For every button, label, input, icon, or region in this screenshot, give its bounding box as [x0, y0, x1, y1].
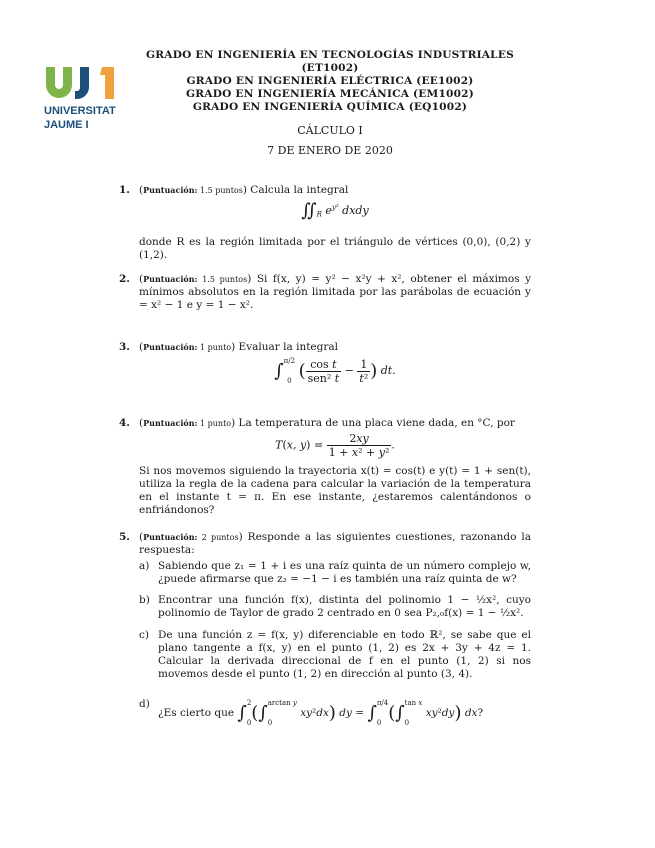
q5-item-b: b) Encontrar una función f(x), distinta del polinomio 1 − ½x², cuyo polinomio de Taylor de grado 2 centrado en 0 sea P₂,₀f(x) = 1 − ½x².	[139, 594, 531, 619]
q3-lead: (Puntuación: 1 punto) Evaluar la integral	[139, 341, 339, 353]
exam-date: 7 DE ENERO DE 2020	[267, 144, 393, 157]
q5-lead: (Puntuación: 2 puntos) Responde a las siguientes cuestiones, razonando la respuesta:	[139, 531, 532, 556]
q4-tail: Si nos movemos siguiendo la trayectoria x(t) = cos(t) e y(t) = 1 + sen(t), utiliza la regla de la cadena para calcular la variación de la temperatura en el instante t = π. En ese instante, ¿estaremos calentándonos o enfriándonos?	[139, 465, 531, 516]
q3-number: 3.	[119, 341, 130, 353]
q3-formula: ∫π/2 0 ( $\frac{\text{cos t}}{\text{sen² t}}$ − $\frac{1}{\text{t²}}$ ) dt.	[274, 357, 396, 385]
q5-item-d: d) ¿Es cierto que ∫2 0(∫arctan y 0 xy²dx) dy = ∫π/4 0 (∫tan x 0 xy²dy) dx?	[139, 698, 484, 727]
q5-number: 5.	[119, 531, 130, 543]
header-line-4: GRADO EN INGENIERÍA MECÁNICA (EM1002)	[186, 88, 474, 100]
uji-logo-icon	[44, 65, 122, 99]
q1-formula: $∬_R$ $e^{y^2}$ dxdy	[301, 200, 369, 221]
q5-item-c: c) De una función z = f(x, y) diferenciable en todo ℝ², se sabe que el plano tangente a f(x, y) en el punto (1, 2) es 2x + 3y + 4z = 1. Calcular la derivada direccional de f en el punto (1, 2) si nos movemos desde el punto (1, 2) en dirección al punto (3, 4).	[139, 629, 531, 680]
q5-item-a: a) Sabiendo que z₁ = 1 + i es una raíz quinta de un número complejo w, ¿puede afirmarse que z₂ = −1 − i es también una raíz quinta de w?	[139, 560, 531, 585]
university-logo	[44, 65, 126, 131]
q4-lead: (Puntuación: 1 punto) La temperatura de una placa viene dada, en °C, por	[139, 417, 515, 429]
course-title: CÁLCULO I	[297, 124, 363, 137]
q1-tail: donde R es la región limitada por el triángulo de vértices (0,0), (0,2) y (1,2).	[139, 236, 531, 261]
header-line-1: GRADO EN INGENIERÍA EN TECNOLOGÍAS INDUSTRIALES	[146, 49, 514, 61]
logo-line-2: JAUME I	[44, 119, 89, 131]
q1-lead: (Puntuación: 1.5 puntos) Calcula la integral	[139, 184, 349, 196]
logo-line-1: UNIVERSITAT	[44, 105, 116, 117]
q2-text: (Puntuación: 1.5 puntos) Si f(x, y) = y² − x²y + x², obtener el máximos y mínimos absolutos en la región limitada por las parábolas de ecuación y = x² − 1 e y = 1 − x².	[139, 273, 532, 311]
q4-number: 4.	[119, 417, 130, 429]
q2-number: 2.	[119, 273, 130, 285]
header-line-5: GRADO EN INGENIERÍA QUÍMICA (EQ1002)	[192, 101, 468, 113]
q1-number: 1.	[119, 184, 130, 196]
q4-formula: T(x, y) = $\frac{2xy}{\text{1 + x² + y²}}$ .	[275, 432, 395, 459]
header-line-2: (ET1002)	[301, 62, 359, 74]
header-line-3: GRADO EN INGENIERÍA ELÉCTRICA (EE1002)	[186, 75, 474, 87]
